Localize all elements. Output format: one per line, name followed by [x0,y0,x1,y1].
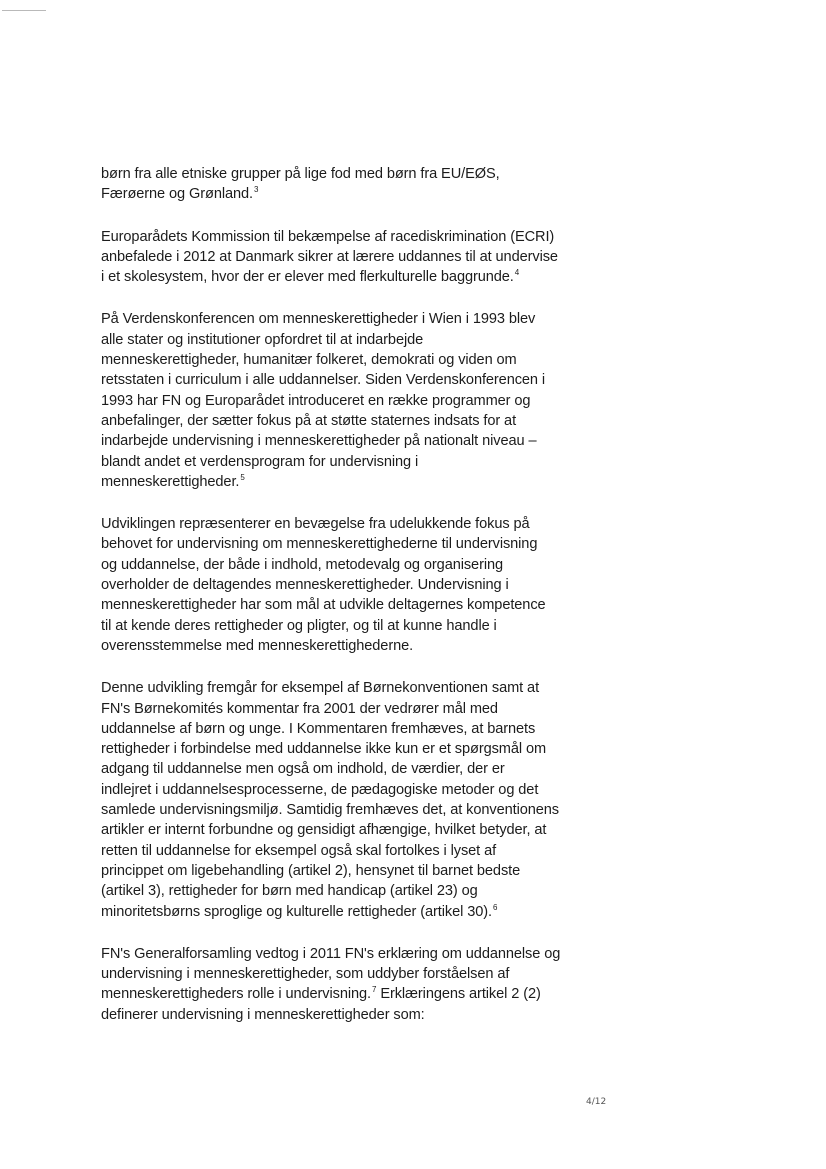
line-text: Udviklingen repræsenterer en bevægelse fra udelukkende fokus på [101,516,530,533]
line-text: menneskerettigheders rolle i undervisning. [101,986,371,1003]
text-line [101,780,581,800]
paragraph [101,514,581,656]
text-line [101,350,581,370]
scan-corner-mark [2,10,46,11]
footnote-reference: 5 [240,472,245,482]
paragraph [101,227,581,288]
line-text: alle stater og institutioner opfordret til at indarbejde [101,331,424,348]
footnote-reference: 7 [372,985,377,995]
line-text: FN's Generalforsamling vedtog i 2011 FN's erklæring om uddannelse og [101,945,561,962]
text-line [101,514,581,534]
footnote-reference: 3 [254,185,259,195]
line-text: artikler er internt forbundne og gensidigt afhængige, hvilket betyder, at [101,822,547,839]
line-text-continued: Erklæringens artikel 2 (2) [376,986,541,1003]
line-text: behovet for undervisning om menneskerettighederne til undervisning [101,536,538,553]
text-line [101,861,581,881]
text-line [101,820,581,840]
text-line [101,575,581,595]
text-line [101,309,581,329]
footnote-reference: 4 [514,268,520,278]
text-line [101,452,581,472]
line-text: børn fra alle etniske grupper på lige fod med børn fra EU/EØS, [101,166,500,182]
text-line [101,267,581,287]
text-line [101,800,581,820]
text-line [101,739,581,759]
text-line [101,247,581,267]
text-line [101,391,581,411]
line-text: Færøerne og Grønland. [101,186,254,203]
line-text: og uddannelse, der både i indhold, metodevalg og organisering [101,556,504,573]
text-line [101,431,581,451]
line-text: anbefalinger, der sætter fokus på at støtte staternes indsats for at [101,412,517,429]
line-text: På Verdenskonferencen om menneskerettigheder i Wien i 1993 blev [101,311,536,328]
text-line [101,227,581,247]
line-text: 1993 har FN og Europarådet introduceret en række programmer og [101,392,531,409]
text-line [101,595,581,615]
text-line [101,184,581,204]
text-line [101,1005,581,1025]
page-number: 4/12 [586,1097,607,1107]
text-line [101,472,581,492]
text-line [101,636,581,656]
line-text: til at kende deres rettigheder og pligter, og til at kunne handle i [101,617,497,634]
line-text: definerer undervisning i menneskerettigheder som: [101,1006,425,1023]
paragraph [101,944,581,1025]
text-line [101,164,581,184]
line-text: retten til uddannelse for eksempel også skal fortolkes i lyset af [101,842,497,859]
line-text: samlede undervisningsmiljø. Samtidig fremhæves det, at konventionens [101,802,559,819]
line-text: menneskerettigheder, humanitær folkeret, demokrati og viden om [101,352,517,369]
text-line [101,902,581,922]
text-line [101,555,581,575]
paragraph [101,678,581,922]
text-line [101,944,581,964]
line-text: overensstemmelse med menneskerettighederne. [101,637,414,654]
line-text: FN's Børnekomités kommentar fra 2001 der vedrører mål med [101,700,498,717]
line-text: anbefalede i 2012 at Danmark sikrer at lærere uddannes til at undervise [101,248,558,265]
text-line [101,370,581,390]
text-line [101,719,581,739]
paragraph [101,309,581,492]
line-text: Europarådets Kommission til bekæmpelse af racediskrimination (ECRI) [101,228,555,245]
text-line [101,411,581,431]
paragraph [101,164,581,205]
line-text: i et skolesystem, hvor der er elever med flerkulturelle baggrunde. [101,269,514,286]
line-text: blandt andet et verdensprogram for undervisning i [101,453,419,470]
line-text: undervisning i menneskerettigheder, som uddyber forståelsen af [101,966,510,983]
text-line [101,964,581,984]
line-text: rettigheder i forbindelse med uddannelse ikke kun er et spørgsmål om [101,741,547,758]
line-text: princippet om ligebehandling (artikel 2), hensynet til barnet bedste [101,862,521,879]
line-text: indarbejde undervisning i menneskerettigheder på nationalt niveau – [101,433,537,450]
line-text: (artikel 3), rettigheder for børn med handicap (artikel 23) og [101,883,478,900]
line-text: Denne udvikling fremgår for eksempel af Børnekonventionen samt at [101,680,540,697]
text-line [101,759,581,779]
line-text: menneskerettigheder har som mål at udvikle deltagernes kompetence [101,597,546,614]
text-line [101,984,581,1004]
line-text: overholder de deltagendes menneskerettigheder. Undervisning i [101,577,509,594]
text-line [101,616,581,636]
line-text: minoritetsbørns sproglige og kulturelle rettigheder (artikel 30). [101,903,492,920]
text-line [101,881,581,901]
line-text: indlejret i uddannelsesprocesserne, de pædagogiske metoder og det [101,781,539,798]
line-text: uddannelse af børn og unge. I Kommentaren fremhæves, at barnets [101,720,536,737]
text-line [101,841,581,861]
line-text: retsstaten i curriculum i alle uddannelser. Siden Verdenskonferencen i [101,372,546,389]
text-line [101,699,581,719]
line-text: adgang til uddannelse men også om indhold, de værdier, der er [101,761,505,778]
text-line [101,678,581,698]
text-line [101,534,581,554]
footnote-reference: 6 [492,902,498,912]
text-line [101,330,581,350]
document-body [101,164,581,1047]
line-text: menneskerettigheder. [101,473,240,490]
